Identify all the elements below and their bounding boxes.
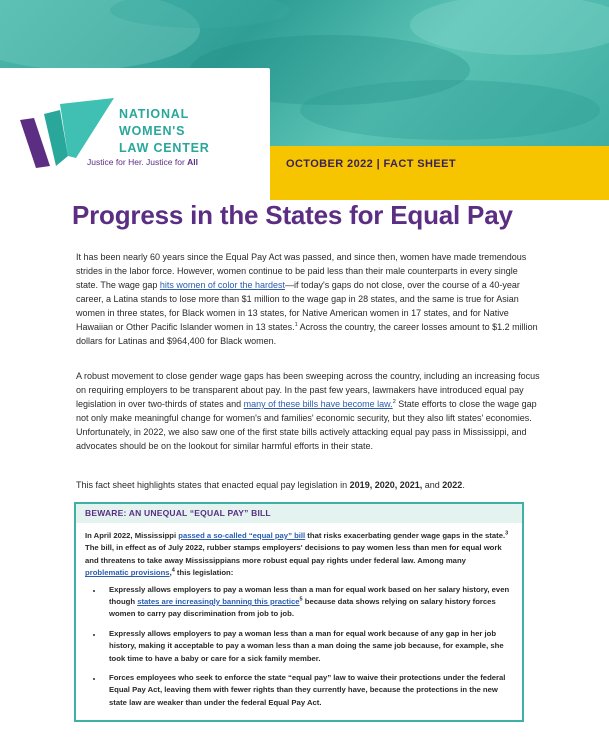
beware-lead [85,530,511,580]
link-bills-become-law[interactable]: many of these bills have become law. [243,399,393,409]
text: this legislation: [174,568,234,578]
text: that risks exacerbating gender wage gaps in the state. [305,531,506,540]
text: —if today's gaps do not close, over the course of a 40-year career, a Latina stands to lose more than $1 million to the wage gap in 28 states, and the same is true for Asian women in three states, for Black women in 13 states, for Native American women in 17 states, and for Native Hawaiian or Other Pacific Islander women in 13 states. [76,280,520,332]
link-problematic-provisions[interactable]: problematic provisions [85,568,170,578]
link-mississippi-bill[interactable]: passed a so-called “equal pay” bill [178,531,306,540]
text: because data shows relying on salary history forces women to carry pay discrimination from job to job. [109,597,496,619]
org-name-line: LAW CENTER [119,141,210,155]
list-item [103,672,511,709]
footnote-3[interactable]: 3 [505,530,509,537]
link-salary-history-bans[interactable]: states are increasingly banning this practice [137,597,300,607]
text: Across the country, the career losses amount to $1.2 million dollars for Latinas and $964,400 for Black women. [76,322,538,346]
text: It has been nearly 60 years since the Equal Pay Act was passed, and since then, women have made tremendous strides in the labor force. However, women continue to be paid less than their male counterparts in every single state. The wage gap [76,252,527,290]
text: Forces employees who seek to enforce the state “equal pay” law to waive their protections under the federal Equal Pay Act, leaving them with fewer rights than they currently have, because the protections in the new state law are weaker than under the federal Equal Pay Act. [109,673,506,707]
beware-heading-bar [76,504,522,523]
text: State efforts to close the wage gap not only make meaningful change for women's and families' economic security, but they also lift states' economies. Unfortunately, in 2022, we also saw one of the first state bills actively attacking equal pay pass in Mississippi, and advocates should be on the lookout for similar harmful efforts in their state. [76,399,537,451]
org-name [119,106,210,157]
text: This fact sheet highlights states that enacted equal pay legislation in [76,480,350,490]
beware-bullet-list [85,584,511,710]
list-item [103,628,511,665]
tagline-text: Justice for Her. Justice for [87,157,188,167]
text: Expressly allows employers to pay a woman less than a man for equal work because of any gap in her job history, making it acceptable to pay a woman less than a man doing the same job because, for example, she took time to have a baby or care for a sick family member. [109,628,504,663]
tagline-bold: All [187,157,199,167]
org-name-line: WOMEN'S [119,124,186,138]
text: The bill, in effect as of July 2022, rubber stamps employers' decisions to pay women less than men for equal work and threatens to take away Mississippians more robust equal pay rights under federal law. Among many [85,543,502,565]
intro-paragraph-2 [76,369,540,453]
footnote-5[interactable]: 5 [299,596,303,603]
beware-heading: BEWARE: AN UNEQUAL “EQUAL PAY” BILL [85,508,271,518]
intro-paragraph-1 [76,250,540,348]
text: , [169,568,172,578]
footnote-1[interactable]: 1 [294,322,298,328]
org-name-line: NATIONAL [119,107,190,121]
list-item [103,584,511,621]
text: Expressly allows employers to pay a woman less than a man for equal work based on her salary history, even though [109,584,510,607]
link-women-of-color[interactable]: hits women of color the hardest [159,280,285,290]
intro-paragraph-3 [76,478,540,492]
text: A robust movement to close gender wage gaps has been sweeping across the country, including an increasing focus on requiring employers to be transparent about pay. In the past few years, lawmakers have introduced equal pay legislation in over two-thirds of states and [76,371,540,409]
fact-sheet-label: OCTOBER 2022 | FACT SHEET [286,158,456,170]
beware-callout-box [74,502,524,722]
years-bold: 2019, 2020, 2021, [349,480,423,490]
page-title: Progress in the States for Equal Pay [72,200,513,230]
year-bold: 2022 [442,480,463,490]
footnote-4[interactable]: 4 [171,567,175,574]
text: . [462,480,465,490]
text: In April 2022, Mississippi [85,531,179,540]
beware-body [85,530,511,716]
footnote-2[interactable]: 2 [392,399,396,405]
text: and [422,480,443,490]
tagline [87,157,198,167]
fact-sheet-bar [270,146,609,200]
